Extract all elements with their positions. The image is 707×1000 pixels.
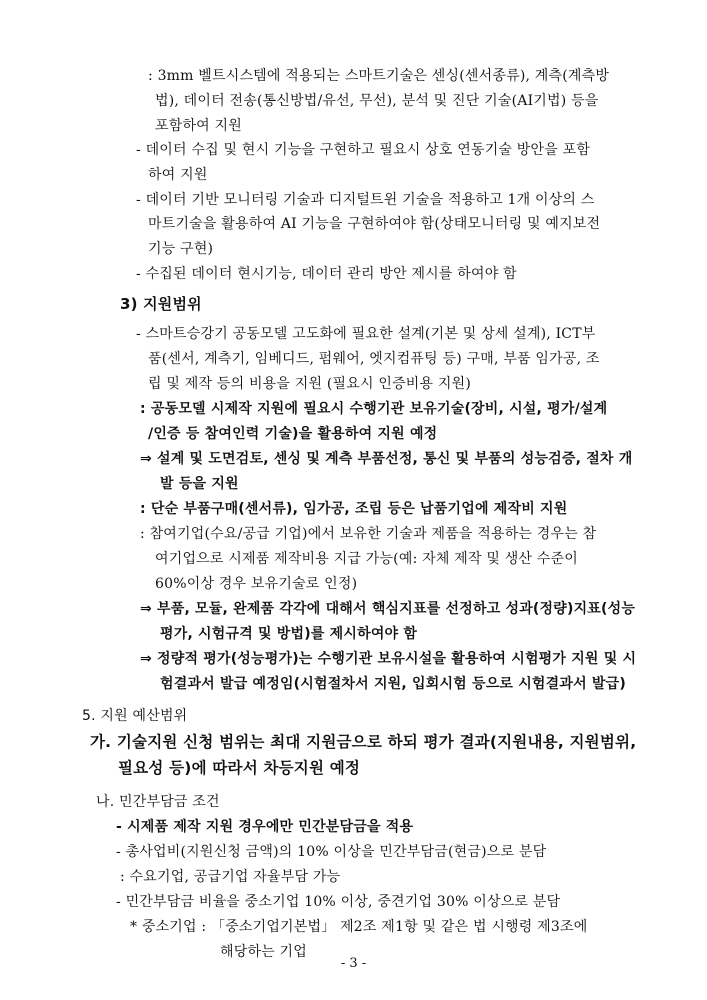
text-line: 평가, 시험규격 및 방법)를 제시하여야 함 bbox=[160, 626, 418, 642]
text-line: - 민간부담금 비율을 중소기업 10% 이상, 중견기업 30% 이상으로 분담 bbox=[116, 894, 561, 910]
section-heading: 5. 지원 예산범위 bbox=[82, 708, 188, 724]
text-line: - 수집된 데이터 현시기능, 데이터 관리 방안 제시를 하여야 함 bbox=[136, 266, 517, 282]
text-line: 립 및 제작 등의 비용을 지원 (필요시 인증비용 지원) bbox=[148, 376, 472, 392]
text-line: ⇒ 정량적 평가(성능평가)는 수행기관 보유시설을 활용하여 시험평가 지원 및 시 bbox=[140, 651, 637, 667]
text-line: 포함하여 지원 bbox=[155, 118, 242, 134]
text-line: 기능 구현) bbox=[148, 241, 214, 257]
text-line: 가. 기술지원 신청 범위는 최대 지원금으로 하되 평가 결과(지원내용, 지원범위, bbox=[90, 733, 637, 751]
text-line: ⇒ 부품, 모듈, 완제품 각각에 대해서 핵심지표를 선정하고 성과(정량)지표(성능 bbox=[140, 601, 636, 617]
text-line: - 시제품 제작 지원 경우에만 민간분담금을 적용 bbox=[116, 819, 414, 835]
text-line: * 중소기업 : 「중소기업기본법」 제2조 제1항 및 같은 법 시행령 제3조에 bbox=[130, 919, 588, 935]
text-line: ⇒ 설계 및 도면검토, 센싱 및 계측 부품선정, 통신 및 부품의 성능검증, 절차 개 bbox=[140, 451, 633, 467]
text-line: - 데이터 기반 모니터링 기술과 디지털트윈 기술을 적용하고 1개 이상의 스 bbox=[136, 192, 595, 208]
text-line: 하여 지원 bbox=[148, 167, 208, 183]
text-line: 발 등을 지원 bbox=[160, 476, 239, 492]
text-line: : 수요기업, 공급기업 자율부담 가능 bbox=[120, 869, 341, 885]
text-line: 해당하는 기업 bbox=[220, 944, 307, 960]
text-line: : 참여기업(수요/공급 기업)에서 보유한 기술과 제품을 적용하는 경우는 참 bbox=[140, 526, 597, 542]
section-heading: 3) 지원범위 bbox=[120, 295, 202, 313]
text-line: - 총사업비(지원신청 금액)의 10% 이상을 민간부담금(현금)으로 분담 bbox=[116, 844, 547, 860]
page-number: - 3 - bbox=[340, 956, 367, 971]
text-line: 품(센서, 계측기, 임베디드, 펌웨어, 엣지컴퓨팅 등) 구매, 부품 임가공, 조 bbox=[148, 351, 600, 367]
text-line: : 공동모델 시제작 지원에 필요시 수행기관 보유기술(장비, 시설, 평가/설계 bbox=[140, 401, 608, 417]
text-line: /인증 등 참여인력 기술)을 활용하여 지원 예정 bbox=[148, 426, 438, 442]
text-line: 법), 데이터 전송(통신방법/유선, 무선), 분석 및 진단 기술(AI기법) 등을 bbox=[155, 93, 599, 109]
text-line: : 3mm 벨트시스템에 적용되는 스마트기술은 센싱(센서종류), 계측(계측방 bbox=[148, 68, 610, 84]
text-line: - 스마트승강기 공동모델 고도화에 필요한 설계(기본 및 상세 설계), ICT부 bbox=[136, 326, 596, 342]
text-line: 마트기술을 활용하여 AI 기능을 구현하여야 함(상태모니터링 및 예지보전 bbox=[148, 216, 601, 232]
text-line: 여기업으로 시제품 제작비용 지급 가능(예: 자체 제작 및 생산 수준이 bbox=[155, 551, 578, 567]
text-line: : 단순 부품구매(센서류), 임가공, 조립 등은 납품기업에 제작비 지원 bbox=[140, 501, 568, 517]
text-line: - 데이터 수집 및 현시 기능을 구현하고 필요시 상호 연동기술 방안을 포함 bbox=[136, 142, 591, 158]
subsection-heading: 나. 민간부담금 조건 bbox=[96, 794, 220, 810]
text-line: 필요성 등)에 따라서 차등지원 예정 bbox=[118, 759, 361, 777]
text-line: 험결과서 발급 예정임(시험절차서 지원, 입회시험 등으로 시험결과서 발급) bbox=[160, 676, 626, 692]
text-line: 60%이상 경우 보유기술로 인정) bbox=[155, 576, 358, 592]
